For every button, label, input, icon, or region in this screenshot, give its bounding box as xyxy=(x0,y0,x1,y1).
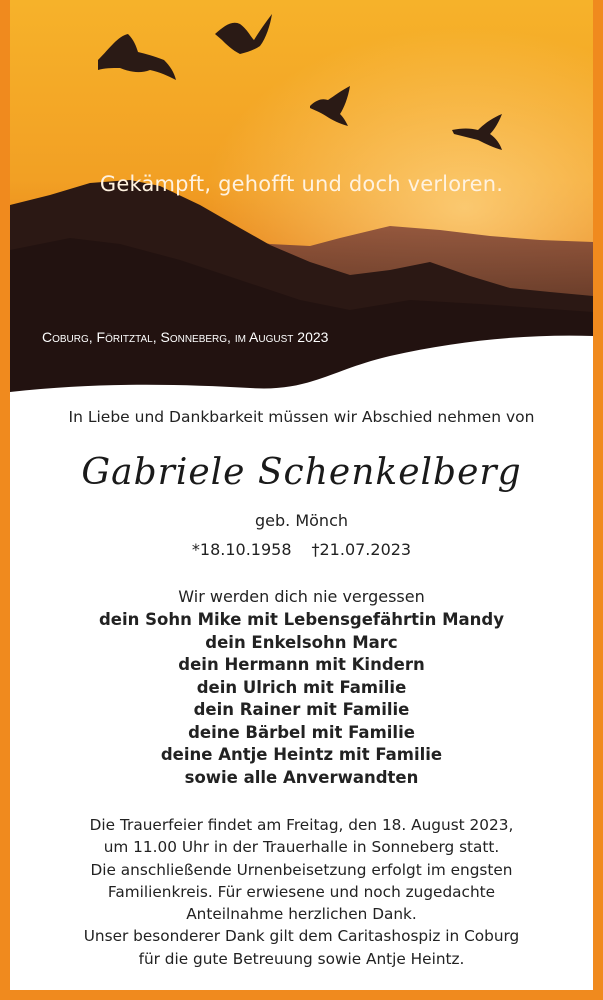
death-date: †21.07.2023 xyxy=(311,540,412,559)
life-dates xyxy=(10,540,593,559)
remember-line: Wir werden dich nie vergessen xyxy=(178,587,425,606)
place-date-line: Coburg, Föritztal, Sonneberg, im August 2023 xyxy=(42,329,329,345)
notice-line: um 11.00 Uhr in der Trauerhalle in Sonneberg statt. xyxy=(103,838,500,857)
mourner-line: dein Ulrich mit Familie xyxy=(196,677,407,697)
mourner-line: deine Bärbel mit Familie xyxy=(188,722,415,742)
mourner-line: deine Antje Heintz mit Familie xyxy=(160,745,443,764)
notice-line: für die gute Betreuung sowie Antje Heintz. xyxy=(138,949,465,968)
mourners-list xyxy=(10,609,593,789)
notice-line: Familienkreis. Für erwiesene und noch zugedachte xyxy=(107,882,496,901)
intro-text: In Liebe und Dankbarkeit müssen wir Abschied nehmen von xyxy=(68,408,535,426)
mourner-line: dein Rainer mit Familie xyxy=(193,700,410,719)
notice-line: Anteilnahme herzlichen Dank. xyxy=(186,905,417,924)
motto-text: Gekämpft, gehofft und doch verloren. xyxy=(99,172,504,196)
deceased-name: Gabriele Schenkelberg xyxy=(81,452,522,493)
mourner-line: dein Enkelsohn Marc xyxy=(205,632,398,652)
mourner-line: sowie alle Anverwandten xyxy=(184,767,419,787)
mourner-line: dein Hermann mit Kindern xyxy=(178,655,425,674)
notice-line: Unser besonderer Dank gilt dem Caritashospiz in Coburg xyxy=(83,927,520,946)
funeral-notice xyxy=(10,814,593,970)
birth-date: *18.10.1958 xyxy=(191,540,292,559)
mourner-line: dein Sohn Mike mit Lebensgefährtin Mandy xyxy=(99,610,504,629)
notice-line: Die Trauerfeier findet am Freitag, den 18. August 2023, xyxy=(89,816,514,834)
notice-line: Die anschließende Urnenbeisetzung erfolgt im engsten xyxy=(90,860,513,879)
birth-name: geb. Mönch xyxy=(255,511,348,530)
